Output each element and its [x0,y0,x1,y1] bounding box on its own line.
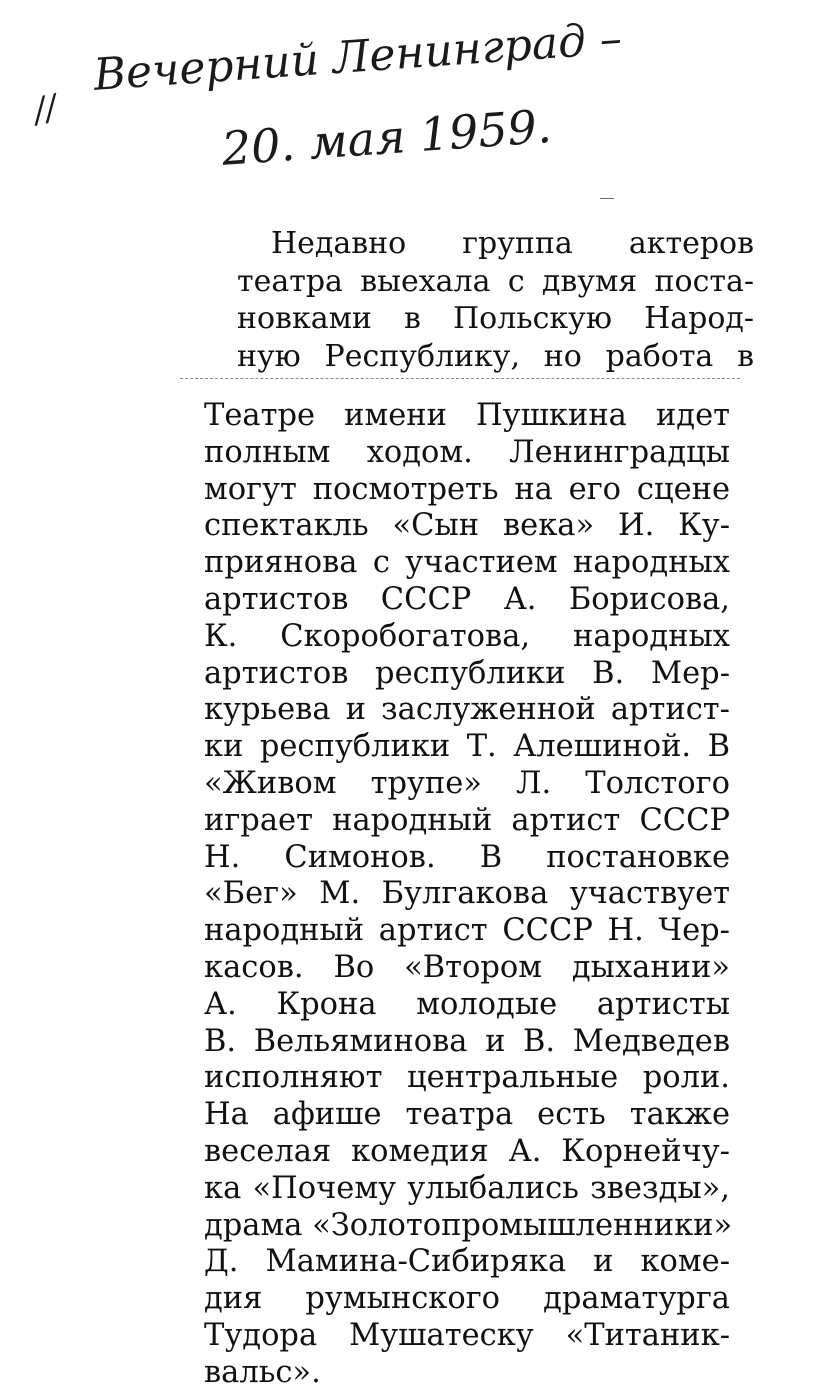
text-line: спектакль «Сын века» И. Ку- [204,508,730,544]
text-line: Н. Симонов. В постановке [204,839,730,875]
text-line: ную Республику, но работа в [237,338,754,374]
article-lead [237,225,754,375]
text-line: «Живом трупе» Л. Толстого [204,765,730,801]
text-line: Недавно группа актеров [271,226,754,261]
text-line: народный артист СССР Н. Чер- [204,913,730,949]
text-line: дия румынского драматурга [204,1281,730,1317]
text-line: касов. Во «Втором дыхании» [204,949,730,985]
text-line: На афише театра есть также [204,1097,730,1133]
corner-tick [600,198,614,199]
text-line: играет народный артист СССР [204,802,730,838]
handwritten-mark: // [30,87,61,132]
text-line: ки республики Т. Алешиной. В [204,729,730,765]
text-line: В. Вельяминова и В. Медведев [204,1023,730,1059]
column-cut-line [180,378,740,379]
text-line: ка «Почему улыбались звезды», [204,1170,730,1206]
text-line: Тудора Мушатеску «Титаник- [204,1317,730,1353]
text-line: театра выехала с двумя поста- [237,263,754,299]
text-line: А. Крона молодые артисты [204,986,730,1022]
text-line: Театре имени Пушкина идет [204,398,730,433]
text-line: вальс». [204,1354,321,1390]
text-line: «Бег» М. Булгакова участвует [204,876,730,912]
text-line: драма «Золотопромышленники» [204,1207,733,1243]
text-line: приянова с участием народных [204,545,730,581]
text-line: артистов республики В. Мер- [204,655,730,691]
text-line: веселая комедия А. Корнейчу- [204,1133,730,1169]
text-line: полным ходом. Ленинградцы [204,434,730,470]
text-line: Д. Мамина-Сибиряка и коме- [204,1244,730,1280]
handwritten-newspaper-name: Вечерний Ленинград – [92,13,624,101]
text-line: курьева и заслуженной артист- [204,692,730,728]
text-line: артистов СССР А. Борисова, [204,581,730,617]
handwritten-date: 20. мая 1959. [220,98,554,176]
text-line: могут посмотреть на его сцене [204,471,730,507]
text-line: новками в Польскую Народ- [237,301,754,336]
article-body [204,398,733,1392]
text-line: исполняют центральные роли. [204,1060,730,1096]
text-line: К. Скоробогатова, народных [204,618,730,654]
